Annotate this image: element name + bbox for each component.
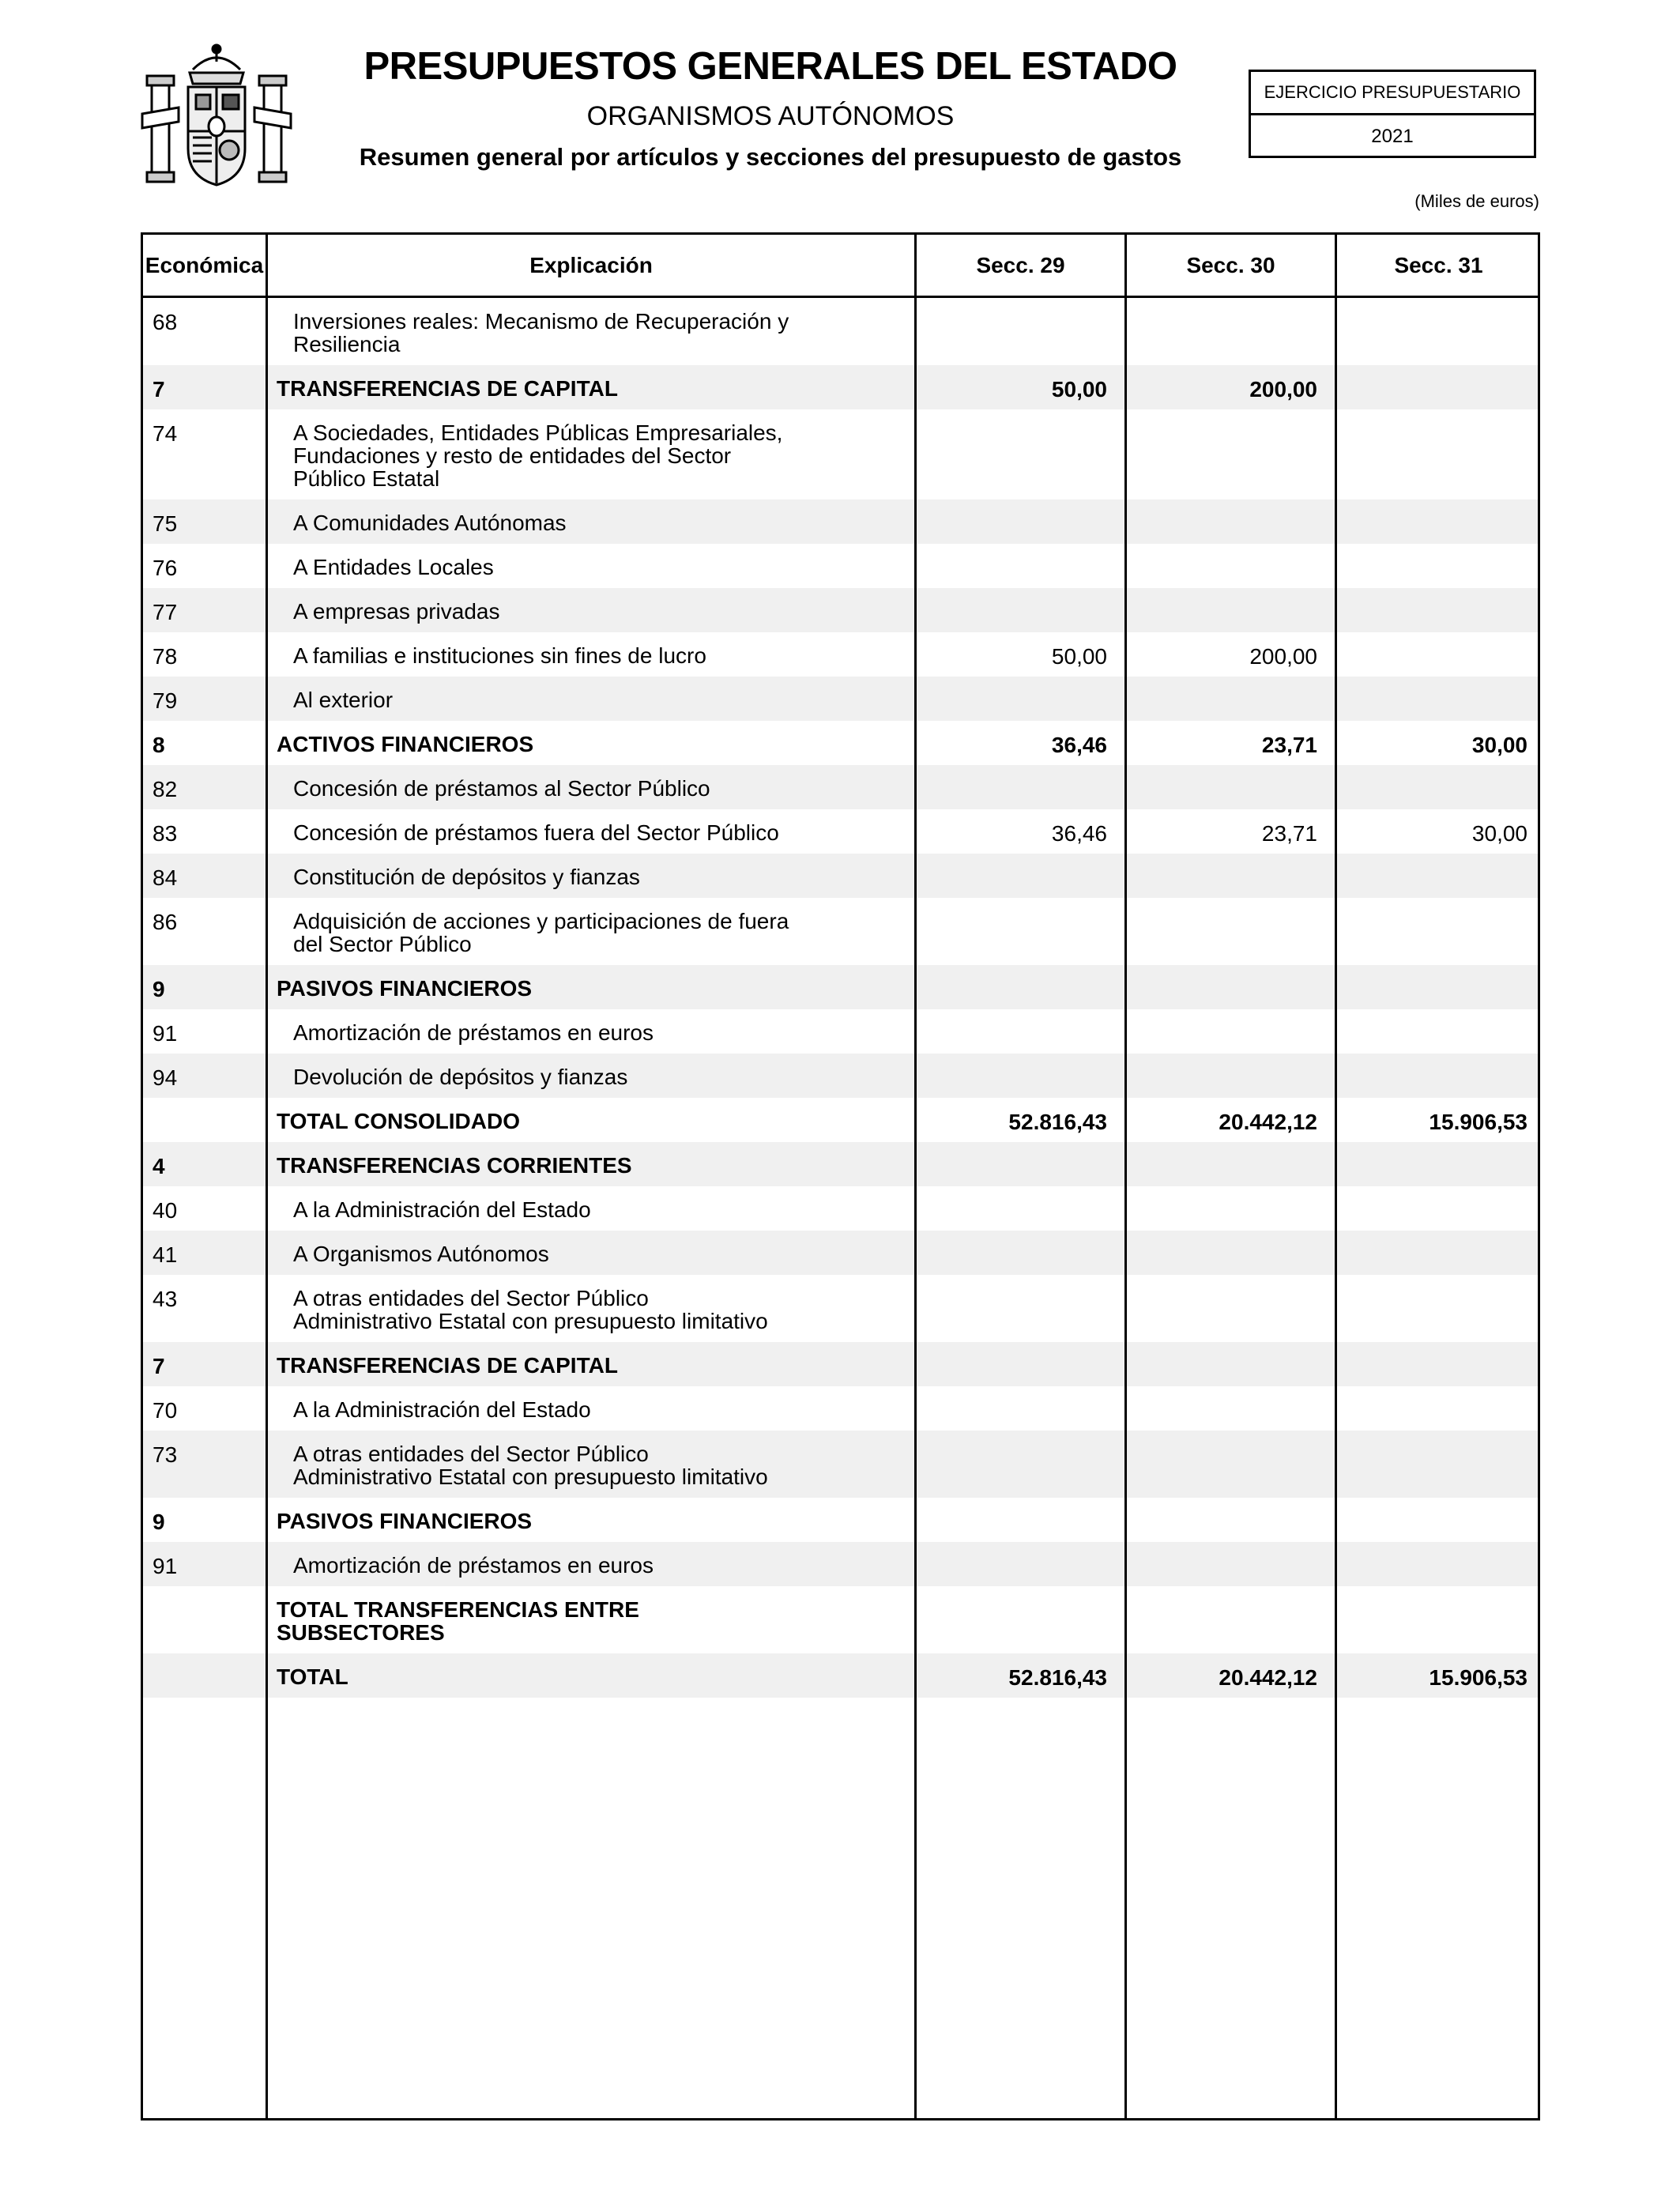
column-divider bbox=[1335, 235, 1337, 2118]
economic-code: 9 bbox=[153, 977, 165, 1001]
coat-of-arms-icon bbox=[141, 38, 292, 193]
table-row bbox=[143, 365, 1538, 409]
ejercicio-box bbox=[1249, 70, 1536, 158]
table-row bbox=[143, 632, 1538, 677]
table-row bbox=[143, 854, 1538, 898]
economic-code: 76 bbox=[153, 556, 178, 580]
row-explanation: A otras entidades del Sector Público Administrativo Estatal con presupuesto limitativo bbox=[293, 1286, 768, 1333]
table-row bbox=[143, 1653, 1538, 1698]
economic-code: 74 bbox=[153, 421, 178, 446]
economic-code: 94 bbox=[153, 1065, 178, 1090]
economic-code: 7 bbox=[153, 377, 165, 401]
row-explanation: TRANSFERENCIAS DE CAPITAL bbox=[277, 376, 618, 401]
row-explanation: Amortización de préstamos en euros bbox=[293, 1020, 654, 1045]
row-explanation: A Sociedades, Entidades Públicas Empresariales, Fundaciones y resto de entidades del Sector Público Estatal bbox=[293, 420, 783, 491]
table-row bbox=[143, 765, 1538, 809]
economic-code: 84 bbox=[153, 865, 178, 890]
row-explanation: Concesión de préstamos fuera del Sector Público bbox=[293, 820, 779, 845]
row-explanation: TOTAL CONSOLIDADO bbox=[277, 1109, 520, 1133]
economic-code: 78 bbox=[153, 644, 178, 669]
economic-code: 77 bbox=[153, 600, 178, 624]
economic-code: 75 bbox=[153, 511, 178, 536]
table-row bbox=[143, 1342, 1538, 1386]
amount-secc-29: 50,00 bbox=[1051, 377, 1107, 401]
table-row bbox=[143, 1009, 1538, 1054]
economic-code: 79 bbox=[153, 688, 178, 713]
amount-secc-30: 200,00 bbox=[1249, 377, 1317, 401]
row-explanation: A Organismos Autónomos bbox=[293, 1242, 549, 1266]
row-explanation: A la Administración del Estado bbox=[293, 1197, 591, 1222]
amount-secc-30: 23,71 bbox=[1261, 733, 1317, 757]
amount-secc-31: 15.906,53 bbox=[1429, 1665, 1527, 1690]
ejercicio-label: EJERCICIO PRESUPUESTARIO bbox=[1251, 72, 1534, 115]
row-explanation: A empresas privadas bbox=[293, 599, 500, 624]
row-explanation: Adquisición de acciones y participaciones de fuera del Sector Público bbox=[293, 909, 789, 956]
economic-code: 9 bbox=[153, 1510, 165, 1534]
table-row bbox=[143, 721, 1538, 765]
row-explanation: PASIVOS FINANCIEROS bbox=[277, 976, 533, 1001]
row-explanation: A la Administración del Estado bbox=[293, 1397, 591, 1422]
table-row bbox=[143, 1098, 1538, 1142]
table-row bbox=[143, 1275, 1538, 1342]
row-explanation: A otras entidades del Sector Público Administrativo Estatal con presupuesto limitativo bbox=[293, 1442, 768, 1489]
economic-code: 43 bbox=[153, 1287, 178, 1311]
economic-code: 7 bbox=[153, 1354, 165, 1378]
amount-secc-31: 15.906,53 bbox=[1429, 1110, 1527, 1134]
row-explanation: ACTIVOS FINANCIEROS bbox=[277, 732, 534, 756]
table-row bbox=[143, 1431, 1538, 1498]
row-explanation: TOTAL bbox=[277, 1664, 348, 1689]
table-row bbox=[143, 1586, 1538, 1653]
economic-code: 70 bbox=[153, 1398, 178, 1423]
table-row bbox=[143, 409, 1538, 499]
budget-table bbox=[141, 232, 1540, 2120]
amount-secc-31: 30,00 bbox=[1471, 733, 1527, 757]
amount-secc-29: 36,46 bbox=[1051, 733, 1107, 757]
economic-code: 86 bbox=[153, 910, 178, 934]
economic-code: 41 bbox=[153, 1242, 178, 1267]
column-divider bbox=[266, 235, 268, 2118]
row-explanation: A familias e instituciones sin fines de lucro bbox=[293, 643, 706, 668]
row-explanation: A Entidades Locales bbox=[293, 555, 494, 579]
economic-code: 4 bbox=[153, 1154, 165, 1178]
amount-secc-30: 200,00 bbox=[1249, 644, 1317, 669]
amount-secc-29: 52.816,43 bbox=[1008, 1110, 1107, 1134]
amount-secc-30: 23,71 bbox=[1261, 821, 1317, 846]
header-economica: Económica bbox=[145, 252, 264, 277]
row-explanation: Constitución de depósitos y fianzas bbox=[293, 865, 640, 889]
table-row bbox=[143, 1186, 1538, 1231]
table-row bbox=[143, 1542, 1538, 1586]
economic-code: 91 bbox=[153, 1554, 178, 1578]
amount-secc-29: 36,46 bbox=[1051, 821, 1107, 846]
table-row bbox=[143, 588, 1538, 632]
table-row bbox=[143, 1498, 1538, 1542]
table-row bbox=[143, 1142, 1538, 1186]
table-row bbox=[143, 499, 1538, 544]
table-row bbox=[143, 1231, 1538, 1275]
row-explanation: TRANSFERENCIAS CORRIENTES bbox=[277, 1153, 632, 1178]
economic-code: 68 bbox=[153, 310, 178, 334]
units-note: (Miles de euros) bbox=[1414, 191, 1539, 211]
economic-code: 83 bbox=[153, 821, 178, 846]
economic-code: 40 bbox=[153, 1198, 178, 1223]
table-row bbox=[143, 809, 1538, 854]
header-secc-30: Secc. 30 bbox=[1186, 252, 1275, 277]
table-row bbox=[143, 298, 1538, 365]
amount-secc-30: 20.442,12 bbox=[1219, 1665, 1317, 1690]
amount-secc-31: 30,00 bbox=[1471, 821, 1527, 846]
table-row bbox=[143, 1054, 1538, 1098]
amount-secc-29: 50,00 bbox=[1051, 644, 1107, 669]
column-divider bbox=[914, 235, 917, 2118]
row-explanation: TRANSFERENCIAS DE CAPITAL bbox=[277, 1353, 618, 1378]
document-description: Resumen general por artículos y secciones del presupuesto de gastos bbox=[359, 143, 1182, 171]
table-row bbox=[143, 1386, 1538, 1431]
ejercicio-year: 2021 bbox=[1371, 126, 1414, 147]
row-explanation: Devolución de depósitos y fianzas bbox=[293, 1065, 628, 1089]
document-title: PRESUPUESTOS GENERALES DEL ESTADO bbox=[363, 45, 1177, 88]
economic-code: 73 bbox=[153, 1442, 178, 1467]
column-divider bbox=[1124, 235, 1127, 2118]
table-row bbox=[143, 898, 1538, 965]
amount-secc-29: 52.816,43 bbox=[1008, 1665, 1107, 1690]
row-explanation: Concesión de préstamos al Sector Público bbox=[293, 776, 710, 801]
header-secc-29: Secc. 29 bbox=[976, 252, 1065, 277]
document-subtitle: ORGANISMOS AUTÓNOMOS bbox=[586, 101, 955, 131]
economic-code: 91 bbox=[153, 1021, 178, 1046]
amount-secc-30: 20.442,12 bbox=[1219, 1110, 1317, 1134]
table-row bbox=[143, 965, 1538, 1009]
table-header bbox=[143, 235, 1538, 298]
row-explanation: PASIVOS FINANCIEROS bbox=[277, 1509, 533, 1533]
table-row bbox=[143, 544, 1538, 588]
table-row bbox=[143, 677, 1538, 721]
row-explanation: TOTAL TRANSFERENCIAS ENTRE SUBSECTORES bbox=[277, 1597, 639, 1645]
table-body bbox=[143, 298, 1538, 1698]
row-explanation: A Comunidades Autónomas bbox=[293, 511, 567, 535]
row-explanation: Al exterior bbox=[293, 688, 394, 712]
row-explanation: Inversiones reales: Mecanismo de Recuperación y Resiliencia bbox=[293, 309, 789, 356]
economic-code: 8 bbox=[153, 733, 165, 757]
economic-code: 82 bbox=[153, 777, 178, 801]
header-explicacion: Explicación bbox=[529, 252, 653, 277]
row-explanation: Amortización de préstamos en euros bbox=[293, 1553, 654, 1578]
header-secc-31: Secc. 31 bbox=[1394, 252, 1483, 277]
